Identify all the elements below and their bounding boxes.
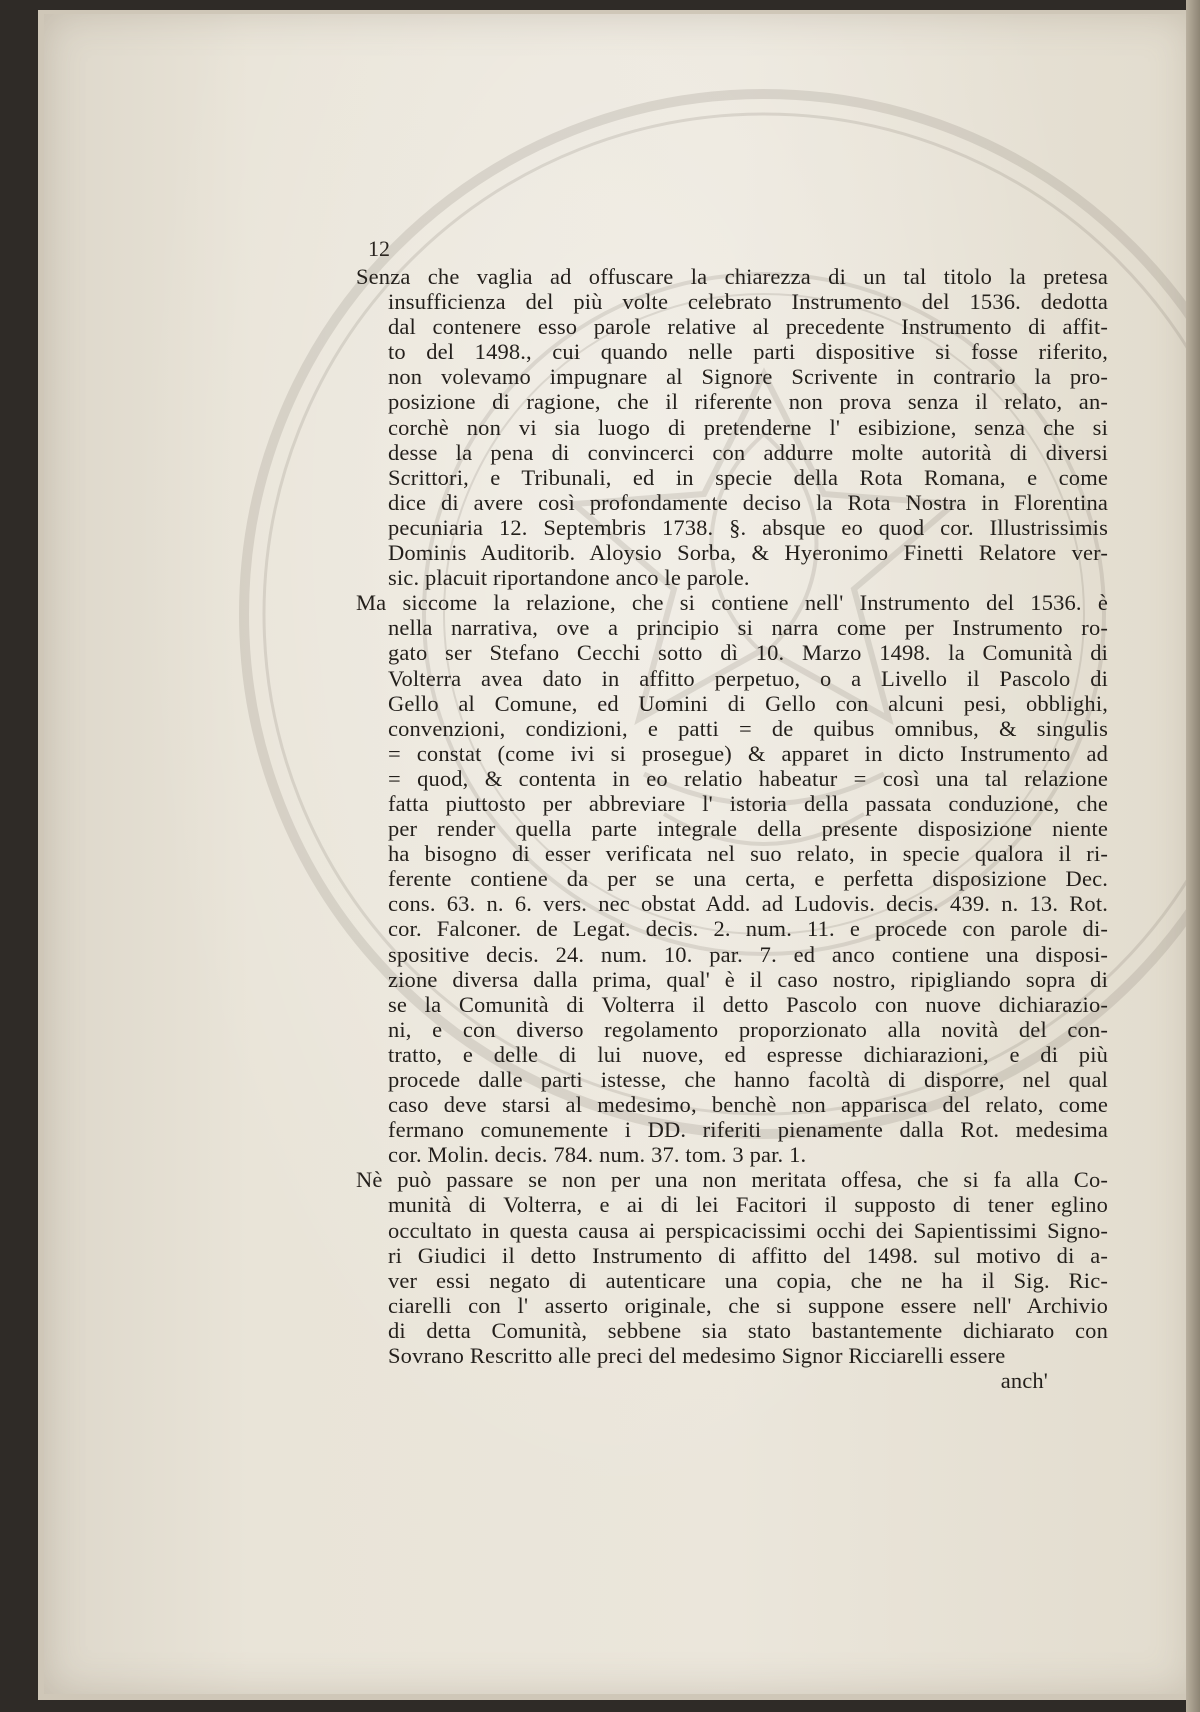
text-line: zione diversa dalla prima, qual' è il caso nostro, ripigliando sopra di bbox=[388, 966, 1108, 992]
text-line: ferente contiene da per se una certa, e perfetta disposizione Dec. bbox=[388, 866, 1108, 892]
text-line: convenzioni, condizioni, e patti = de quibus omnibus, & singulis bbox=[388, 715, 1108, 741]
text-line: ha bisogno di esser verificata nel suo relato, in specie qualora il ri- bbox=[388, 841, 1108, 867]
text-line: spositive decis. 24. num. 10. par. 7. ed anco contiene una disposi- bbox=[388, 941, 1108, 967]
text-line: cons. 63. n. 6. vers. nec obstat Add. ad Ludovis. decis. 439. n. 13. Rot. bbox=[388, 891, 1108, 917]
text-line: se la Comunità di Volterra il detto Pascolo con nuove dichiarazio- bbox=[388, 991, 1108, 1017]
text-line: desse la pena di convincerci con addurre molte autorità di diversi bbox=[388, 439, 1108, 465]
text-line: cor. Falconer. de Legat. decis. 2. num. 11. e procede con parole di- bbox=[388, 916, 1108, 942]
paragraph bbox=[356, 264, 1108, 590]
text-line: ni, e con diverso regolamento proporzionato alla novità del con- bbox=[388, 1016, 1108, 1042]
text-line: munità di Volterra, e ai di lei Facitori il supposto di tener eglino bbox=[388, 1192, 1108, 1218]
text-line: tratto, e delle di lui nuove, ed espresse dichiarazioni, e di più bbox=[388, 1041, 1108, 1067]
text-line: Ma siccome la relazione, che si contiene nell' Instrumento del 1536. è bbox=[356, 590, 1108, 616]
text-line: Gello al Comune, ed Uomini di Gello con alcuni pesi, obblighi, bbox=[388, 690, 1108, 716]
text-line: nella narrativa, ove a principio si narra come per Instrumento ro- bbox=[388, 615, 1108, 641]
document-page bbox=[44, 14, 1192, 1694]
text-line: occultato in questa causa ai perspicacissimi occhi dei Sapientissimi Signo- bbox=[388, 1217, 1108, 1243]
catchword: anch' bbox=[1000, 1368, 1048, 1394]
text-line: Sovrano Rescritto alle preci del medesimo Signor Ricciarelli essere bbox=[388, 1343, 1006, 1369]
text-line: caso deve starsi al medesimo, benchè non apparisca del relato, come bbox=[388, 1092, 1108, 1118]
text-line: ri Giudici il detto Instrumento di affitto del 1498. sul motivo di a- bbox=[388, 1242, 1108, 1268]
page-edge bbox=[1186, 0, 1200, 1712]
text-line: to del 1498., cui quando nelle parti dispositive si fosse riferito, bbox=[388, 339, 1108, 365]
text-line: pecuniaria 12. Septembris 1738. §. absque eo quod cor. Illustrissimis bbox=[388, 514, 1108, 540]
text-line: insufficienza del più volte celebrato Instrumento del 1536. dedotta bbox=[388, 289, 1108, 315]
text-line: Senza che vaglia ad offuscare la chiarezza di un tal titolo la pretesa bbox=[356, 264, 1108, 289]
text-line: posizione di ragione, che il riferente non prova senza il relato, an- bbox=[388, 389, 1108, 415]
text-line: dal contenere esso parole relative al precedente Instrumento di affit- bbox=[388, 314, 1108, 340]
text-line: cor. Molin. decis. 784. num. 37. tom. 3 par. 1. bbox=[388, 1142, 807, 1168]
text-line: ciarelli con l' asserto originale, che si suppone essere nell' Archivio bbox=[388, 1292, 1108, 1318]
text-line: Nè può passare se non per una non meritata offesa, che si fa alla Co- bbox=[356, 1167, 1108, 1193]
paragraph bbox=[356, 1167, 1108, 1368]
text-line: fatta piuttosto per abbreviare l' istoria della passata conduzione, che bbox=[388, 790, 1108, 816]
text-line: di detta Comunità, sebbene sia stato bastantemente dichiarato con bbox=[388, 1317, 1108, 1343]
text-line: gato ser Stefano Cecchi sotto dì 10. Marzo 1498. la Comunità di bbox=[388, 640, 1108, 666]
text-line: non volevamo impugnare al Signore Scrivente in contrario la pro- bbox=[388, 364, 1108, 390]
page-number: 12 bbox=[368, 236, 390, 261]
paragraph bbox=[356, 590, 1108, 1167]
text-line: Scrittori, e Tribunali, ed in specie della Rota Romana, e come bbox=[388, 464, 1108, 490]
text-line: per render quella parte integrale della presente disposizione niente bbox=[388, 816, 1108, 842]
text-line: = quod, & contenta in eo relatio habeatur = così una tal relazione bbox=[388, 765, 1108, 791]
text-line: procede dalle parti istesse, che hanno facoltà di disporre, nel qual bbox=[388, 1067, 1108, 1092]
text-line: = constat (come ivi si prosegue) & apparet in dicto Instrumento ad bbox=[388, 740, 1108, 766]
text-line: fermano comunemente i DD. riferiti pienamente dalla Rot. medesima bbox=[388, 1117, 1108, 1143]
text-line: corchè non vi sia luogo di pretenderne l' esibizione, senza che si bbox=[388, 414, 1108, 440]
text-line: sic. placuit riportandone anco le parole. bbox=[388, 565, 750, 591]
text-line: Volterra avea dato in affitto perpetuo, o a Livello il Pascolo di bbox=[388, 665, 1108, 691]
text-line: dice di avere così profondamente deciso la Rota Nostra in Florentina bbox=[388, 489, 1108, 515]
body-text bbox=[356, 264, 1108, 1393]
text-line: ver essi negato di autenticare una copia, che ne ha il Sig. Ric- bbox=[388, 1267, 1108, 1293]
text-line: Dominis Auditorib. Aloysio Sorba, & Hyeronimo Finetti Relatore ver- bbox=[388, 540, 1108, 566]
